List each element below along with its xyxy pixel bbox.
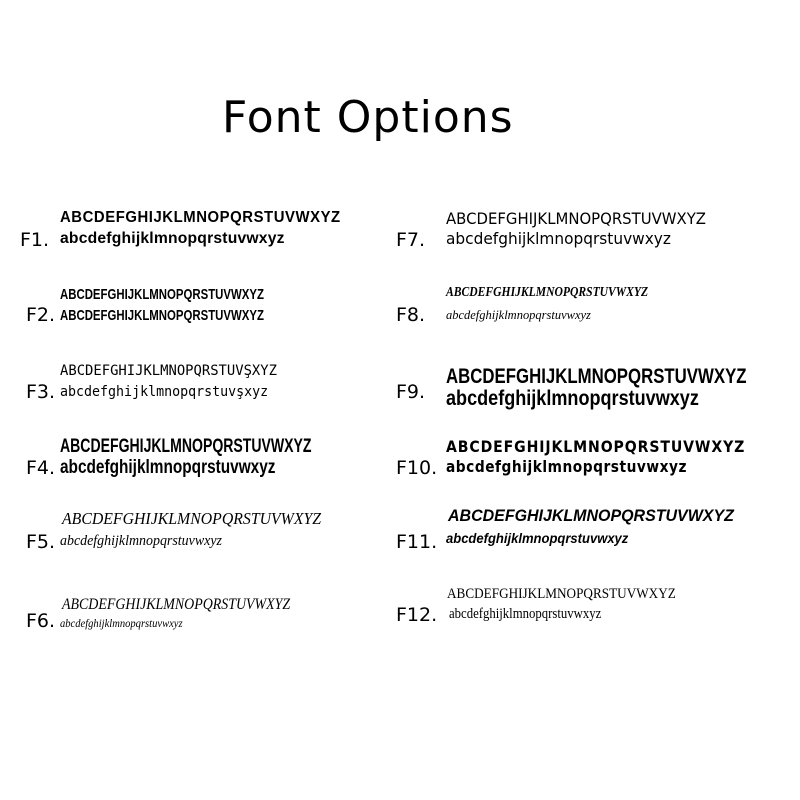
- font-label: F12.: [396, 604, 438, 626]
- uppercase-sample: ABCDEFGHIJKLMNOPQRSTUVWXYZ: [446, 285, 649, 300]
- font-label: F8.: [396, 304, 426, 326]
- font-label: F3.: [26, 381, 56, 403]
- lowercase-sample: abcdefghijklmnopqrstuvwxyz: [446, 530, 629, 546]
- uppercase-sample: ABCDEFGHIJKLMNOPQRSTUVWXYZ: [60, 436, 312, 457]
- uppercase-sample: ABCDEFGHIJKLMNOPQRSTUVWXYZ: [60, 286, 264, 303]
- lowercase-sample: abcdefghijklmnopqrstuvwxyz: [60, 457, 276, 478]
- lowercase-sample: abcdefghijklmnopqrstuvwxyz: [60, 616, 183, 630]
- uppercase-sample: ABCDEFGHIJKLMNOPQRSTUVWXYZ: [62, 509, 322, 528]
- lowercase-sample: abcdefghijklmnopqrstuvwxyz: [60, 230, 285, 247]
- uppercase-sample: ABCDEFGHIJKLMNOPQRSTUVWXYZ: [446, 209, 706, 228]
- uppercase-sample: ABCDEFGHIJKLMNOPQRSTUVWXYZ: [60, 209, 341, 226]
- page-title: Font Options: [222, 92, 514, 143]
- uppercase-sample: ABCDEFGHIJKLMNOPQRSTUVWXYZ: [447, 586, 676, 602]
- uppercase-sample: ABCDEFGHIJKLMNOPQRSTUVŞXYZ: [60, 363, 277, 379]
- uppercase-sample: ABCDEFGHIJKLMNOPQRSTUVWXYZ: [448, 506, 734, 525]
- font-label: F10.: [396, 457, 438, 479]
- font-label: F9.: [396, 381, 426, 403]
- lowercase-sample: abcdefghijklmnopqrstuvwxyz: [446, 457, 688, 476]
- lowercase-sample: abcdefghijklmnopqrstuvşxyz: [60, 384, 269, 400]
- uppercase-sample: ABCDEFGHIJKLMNOPQRSTUVWXYZ: [446, 365, 747, 388]
- font-label: F5.: [26, 531, 56, 553]
- font-label: F7.: [396, 229, 426, 251]
- lowercase-sample: abcdefghijklmnopqrstuvwxyz: [446, 307, 591, 322]
- font-label: F6.: [26, 610, 56, 632]
- lowercase-sample: abcdefghijklmnopqrstuvwxyz: [446, 387, 699, 410]
- font-label: F1.: [20, 229, 50, 251]
- lowercase-sample: abcdefghijklmnopqrstuvwxyz: [449, 606, 602, 622]
- lowercase-sample: ABCDEFGHIJKLMNOPQRSTUVWXYZ: [60, 307, 264, 324]
- font-label: F11.: [396, 531, 438, 553]
- font-label: F2.: [26, 304, 56, 326]
- lowercase-sample: abcdefghijklmnopqrstuvwxyz: [60, 533, 222, 549]
- uppercase-sample: ABCDEFGHIJKLMNOPQRSTUVWXYZ: [446, 437, 746, 456]
- uppercase-sample: ABCDEFGHIJKLMNOPQRSTUVWXYZ: [62, 596, 291, 613]
- font-label: F4.: [26, 457, 56, 479]
- lowercase-sample: abcdefghijklmnopqrstuvwxyz: [446, 229, 671, 248]
